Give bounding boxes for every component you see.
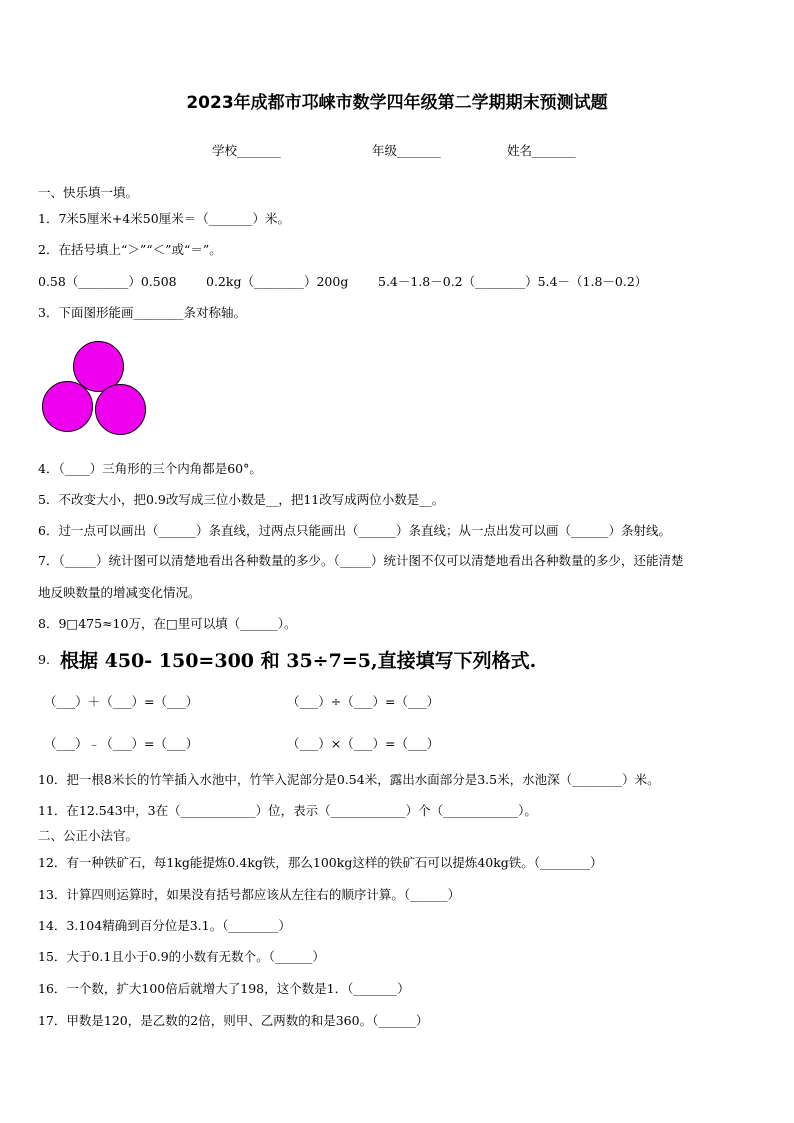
name-field: 姓名_______: [507, 143, 576, 158]
section-heading-2: 二、公正小法官。: [38, 828, 139, 843]
question-2-part-c: 5.4－1.8－0.2（________）5.4－（1.8－0.2）: [378, 274, 648, 289]
question-15: 15．大于0.1且小于0.9的小数有无数个。（______）: [38, 949, 325, 964]
question-9-row-1-a: （___）＋（___）=（___）: [44, 694, 199, 709]
question-9-row-1-b: （___）÷（___）=（___）: [287, 694, 440, 709]
page-title: 2023年成都市邛崃市数学四年级第二学期期末预测试题: [186, 93, 608, 113]
question-1: 1．7米5厘米+4米50厘米＝（_______）米。: [38, 211, 290, 226]
school-field: 学校_______: [212, 143, 281, 158]
question-8: 8．9□475≈10万，在□里可以填（______）。: [38, 616, 297, 631]
question-9-text: 根据 450- 150=300 和 35÷7=5,直接填写下列格式.: [60, 650, 537, 672]
grade-field: 年级_______: [372, 143, 441, 158]
question-2-part-a: 0.58（________）0.508: [38, 274, 177, 289]
question-3: 3．下面图形能画________条对称轴。: [38, 305, 246, 320]
circle-right: [95, 384, 146, 435]
question-7-line-1: 7．（_____）统计图可以清楚地看出各种数量的多少。（_____）统计图不仅可以清楚地看出各种数量的多少，还能清楚: [38, 553, 684, 568]
question-7-line-2: 地反映数量的增减变化情况。: [38, 585, 201, 600]
question-4: 4．（____）三角形的三个内角都是60°。: [38, 461, 262, 476]
question-17: 17．甲数是120，是乙数的2倍，则甲、乙两数的和是360。（______）: [38, 1013, 429, 1028]
question-13: 13．计算四则运算时，如果没有括号都应该从左往右的顺序计算。（______）: [38, 887, 461, 902]
question-6: 6．过一点可以画出（______）条直线，过两点只能画出（______）条直线；从一点出发可以画（______）条射线。: [38, 523, 671, 538]
circle-left: [42, 381, 93, 432]
question-9-row-2-a: （___）﹣（___）=（___）: [44, 736, 199, 751]
question-9-number: 9.: [38, 652, 50, 667]
question-2-part-b: 0.2kg（________）200g: [206, 274, 349, 289]
question-9-row-2-b: （___）×（___）=（___）: [287, 736, 440, 751]
section-heading-1: 一、快乐填一填。: [38, 185, 139, 200]
question-11: 11．在12.543中，3在（____________）位，表示（____________）个（____________）。: [38, 803, 537, 818]
question-5: 5．不改变大小，把0.9改写成三位小数是__，把11改写成两位小数是__。: [38, 492, 445, 507]
question-10: 10．把一根8米长的竹竿插入水池中，竹竿入泥部分是0.54米，露出水面部分是3.5米，水池深（________）米。: [38, 772, 660, 787]
question-14: 14．3.104精确到百分位是3.1。（________）: [38, 918, 291, 933]
question-2: 2．在括号填上“＞”“＜”或“＝”。: [38, 242, 222, 257]
question-16: 16．一个数，扩大100倍后就增大了198，这个数是1．（_______）: [38, 981, 410, 996]
question-12: 12．有一种铁矿石，每1kg能提炼0.4kg铁，那么100kg这样的铁矿石可以提炼40kg铁。（________）: [38, 855, 603, 870]
